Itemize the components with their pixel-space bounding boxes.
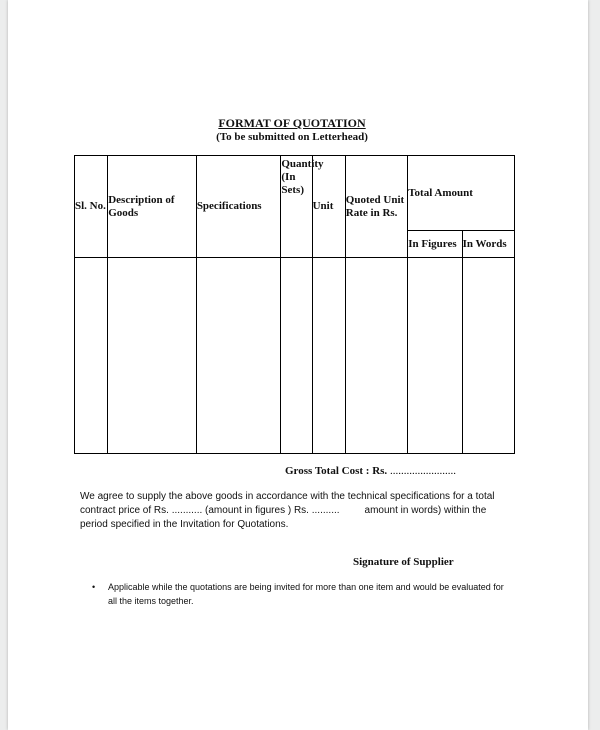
document-title: FORMAT OF QUOTATION bbox=[218, 116, 366, 130]
table-row bbox=[75, 258, 515, 454]
header-specifications: Specifications bbox=[196, 156, 281, 258]
header-sl-no: Sl. No. bbox=[75, 156, 108, 258]
gross-total-line bbox=[285, 465, 456, 477]
in-figures-cell bbox=[408, 258, 462, 454]
header-quantity: Quantity (In Sets) bbox=[281, 156, 312, 258]
specifications-cell bbox=[196, 258, 281, 454]
gross-total-dots: ........................ bbox=[387, 465, 456, 477]
agreement-line-2: contract price of Rs. ........... (amount in figures ) Rs. .......... amount in words) within the bbox=[80, 505, 487, 516]
header-description: Description of Goods bbox=[108, 156, 197, 258]
agreement-line-1: We agree to supply the above goods in accordance with the technical specifications for a total bbox=[80, 491, 495, 502]
header-in-figures: In Figures bbox=[408, 231, 462, 258]
document-subtitle: (To be submitted on Letterhead) bbox=[216, 131, 368, 143]
header-unit: Unit bbox=[312, 156, 345, 258]
signature-label: Signature of Supplier bbox=[353, 556, 454, 568]
unit-cell bbox=[312, 258, 345, 454]
header-total-amount: Total Amount bbox=[408, 156, 515, 231]
quoted-rate-cell bbox=[345, 258, 407, 454]
note bbox=[92, 580, 512, 608]
note-text: Applicable while the quotations are being invited for more than one item and would be evaluated for all the items together. bbox=[108, 582, 504, 606]
in-words-cell bbox=[462, 258, 514, 454]
gross-total-label: Gross Total Cost : Rs. bbox=[285, 465, 388, 477]
quotation-table bbox=[74, 155, 515, 454]
description-cell bbox=[108, 258, 197, 454]
agreement-line-3: period specified in the Invitation for Quotations. bbox=[80, 519, 289, 530]
header-quoted-rate: Quoted Unit Rate in Rs. bbox=[345, 156, 407, 258]
sl-no-cell bbox=[75, 258, 108, 454]
agreement-paragraph bbox=[80, 490, 520, 532]
bullet-icon: • bbox=[92, 582, 96, 592]
quantity-cell bbox=[281, 258, 312, 454]
header-in-words: In Words bbox=[462, 231, 514, 258]
